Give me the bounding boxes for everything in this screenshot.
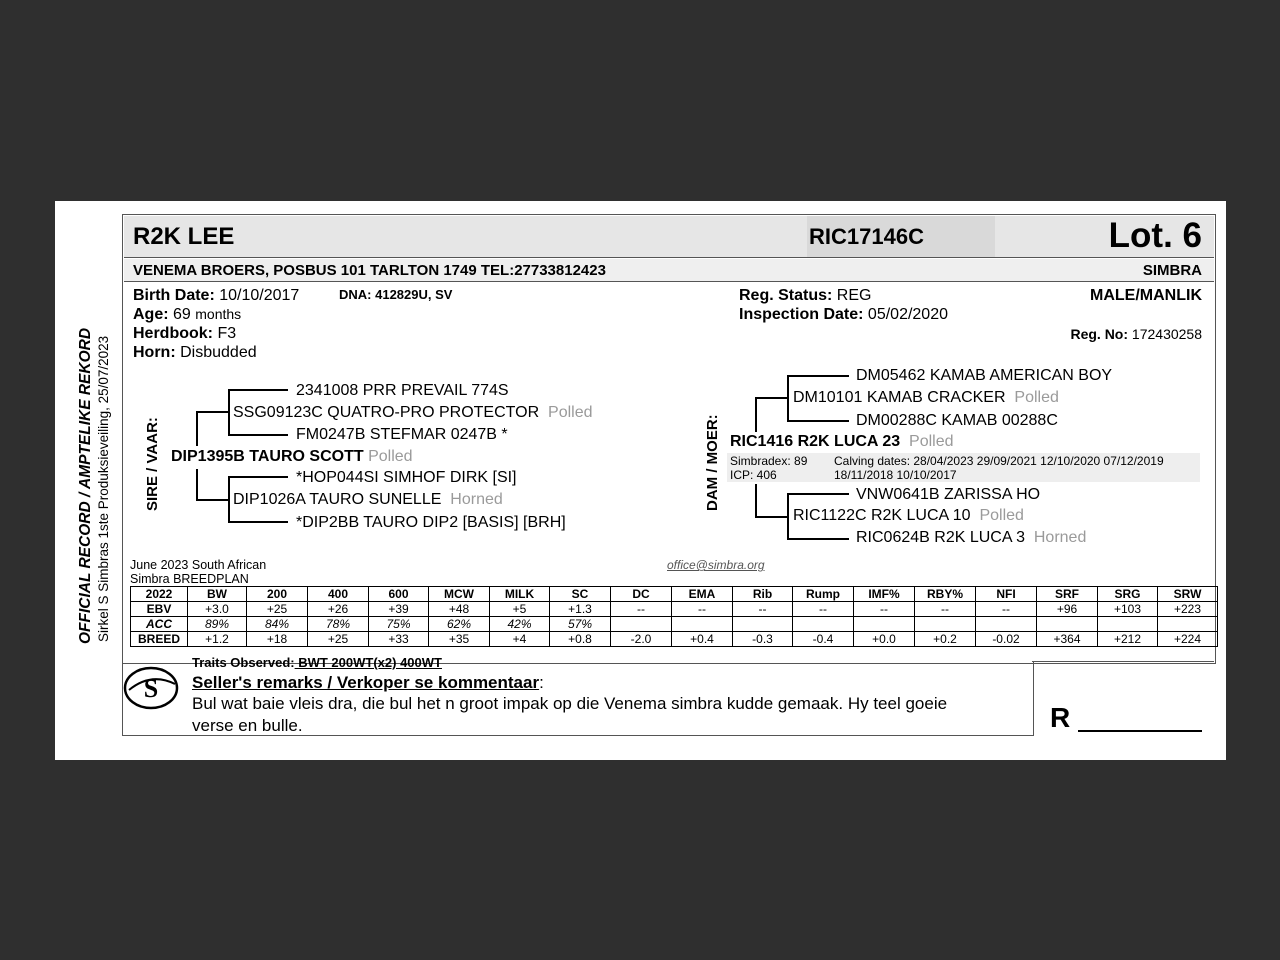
breed-cell: +212 xyxy=(1098,632,1158,647)
horn-label: Horn: xyxy=(133,344,176,361)
header-bar xyxy=(124,216,1214,258)
ped-line xyxy=(228,434,288,436)
ped-line xyxy=(196,499,228,501)
ped-line xyxy=(787,375,789,420)
animal-name: R2K LEE xyxy=(133,223,235,250)
acc-cell xyxy=(854,617,915,632)
acc-cell: 57% xyxy=(550,617,611,632)
ebv-column-header: Rump xyxy=(793,587,854,602)
dam-sire-sire: DM05462 KAMAB AMERICAN BOY xyxy=(856,367,1113,384)
breedplan-caption-2: Simbra BREEDPLAN xyxy=(130,572,249,586)
sire-dam-sire: *HOP044SI SIMHOF DIRK [SI] xyxy=(296,469,517,486)
breed-cell: +1.2 xyxy=(188,632,247,647)
ebv-year-header: 2022 xyxy=(131,587,188,602)
ped-line xyxy=(228,476,230,521)
dam-name xyxy=(730,433,954,451)
ebv-cell: +223 xyxy=(1158,602,1218,617)
calving-dates-cont: 18/11/2018 10/10/2017 xyxy=(834,468,957,482)
registration-code: RIC17146C xyxy=(809,224,924,249)
ped-line xyxy=(787,375,849,377)
breed-cell: +33 xyxy=(369,632,429,647)
acc-cell xyxy=(672,617,733,632)
sire-sire-name: SSG09123C QUATRO-PRO PROTECTOR xyxy=(233,404,540,421)
dam-dam-dam xyxy=(856,529,1086,547)
sire-sire-dam: FM0247B STEFMAR 0247B * xyxy=(296,426,508,443)
ebv-column-header: DC xyxy=(611,587,672,602)
ebv-cell: +1.3 xyxy=(550,602,611,617)
price-label: R xyxy=(1050,702,1071,733)
sire-name xyxy=(171,448,413,466)
ebv-cell: -- xyxy=(672,602,733,617)
dam-sire-horn: Polled xyxy=(1014,389,1059,406)
ebv-cell: +48 xyxy=(429,602,490,617)
ebv-column-header: SC xyxy=(550,587,611,602)
reg-no-label: Reg. No: xyxy=(1070,326,1129,342)
breed-cell: +0.2 xyxy=(915,632,976,647)
seller-remarks-title: Seller's remarks / Verkoper se kommentaar xyxy=(192,673,540,692)
ped-line xyxy=(228,389,288,391)
acc-cell: 84% xyxy=(247,617,308,632)
ped-line xyxy=(196,411,228,413)
traits-observed xyxy=(192,655,442,670)
ebv-column-header: SRG xyxy=(1098,587,1158,602)
inspection-value: 05/02/2020 xyxy=(867,306,948,323)
age-unit: months xyxy=(195,306,242,322)
auction-caption: Sirkel S Simbras 1ste Produksieveiling, 25/07/2023 xyxy=(96,335,111,642)
sire-horn: Polled xyxy=(368,448,413,465)
acc-cell xyxy=(1158,617,1218,632)
reg-status-label: Reg. Status: xyxy=(739,287,833,304)
ebv-label: EBV xyxy=(131,602,188,617)
birth-date xyxy=(133,287,299,305)
sire-label: SIRE / VAAR: xyxy=(144,417,161,511)
lot-number: Lot. 6 xyxy=(1108,216,1202,255)
ebv-cell: -- xyxy=(611,602,672,617)
sire-dam xyxy=(233,491,503,509)
ped-line xyxy=(755,397,757,432)
simbra-email-link[interactable]: office@simbra.org xyxy=(667,558,765,572)
sire-sire xyxy=(233,404,593,422)
ebv-cell: +39 xyxy=(369,602,429,617)
breed-cell: -0.3 xyxy=(733,632,793,647)
ebv-cell: +26 xyxy=(308,602,369,617)
dam-dam xyxy=(793,507,1024,525)
ped-line xyxy=(196,411,198,446)
age xyxy=(133,306,241,324)
breed-cell: +0.0 xyxy=(854,632,915,647)
ebv-column-header: MILK xyxy=(490,587,550,602)
ped-line xyxy=(755,516,787,518)
ped-line xyxy=(787,493,849,495)
reg-status-value: REG xyxy=(836,287,872,304)
sire-sire-horn: Polled xyxy=(548,404,593,421)
herdbook xyxy=(133,325,236,343)
acc-cell xyxy=(976,617,1037,632)
reg-no-value: 172430258 xyxy=(1131,326,1202,342)
ebv-column-header: SRF xyxy=(1037,587,1098,602)
acc-cell: 75% xyxy=(369,617,429,632)
breedplan-caption: June 2023 South African xyxy=(130,558,267,572)
price-input-line[interactable] xyxy=(1078,730,1202,732)
ped-line xyxy=(787,538,849,540)
reg-status xyxy=(739,287,871,305)
ped-line xyxy=(787,493,789,538)
breed-name: SIMBRA xyxy=(1142,262,1202,279)
ebv-header-row xyxy=(131,587,1218,602)
ebv-cell: +25 xyxy=(247,602,308,617)
acc-cell: 42% xyxy=(490,617,550,632)
ped-line xyxy=(196,469,198,499)
dam-name-text: RIC1416 R2K LUCA 23 xyxy=(730,433,901,450)
sire-name-text: DIP1395B TAURO SCOTT xyxy=(171,448,364,465)
acc-cell xyxy=(1098,617,1158,632)
ebv-column-header: BW xyxy=(188,587,247,602)
ebv-column-header: IMF% xyxy=(854,587,915,602)
dam-dam-sire: VNW0641B ZARISSA HO xyxy=(856,486,1041,503)
horn-value: Disbudded xyxy=(180,344,257,361)
ebv-cell: -- xyxy=(915,602,976,617)
herdbook-value: F3 xyxy=(217,325,237,342)
icp: ICP: 406 xyxy=(730,468,777,482)
age-value: 69 xyxy=(173,306,191,323)
birth-date-label: Birth Date: xyxy=(133,287,215,304)
ebv-column-header: 400 xyxy=(308,587,369,602)
dam-label: DAM / MOER: xyxy=(704,414,721,511)
seller-remarks-text: Bul wat baie vleis dra, die bul het n groot impak op die Venema simbra kudde gemaak. Hy teel goeie xyxy=(192,694,948,713)
dam-horn: Polled xyxy=(909,433,954,450)
sex: MALE/MANLIK xyxy=(1090,287,1202,304)
owner-address: VENEMA BROERS, POSBUS 101 TARLTON 1749 TEL:27733812423 xyxy=(133,262,606,279)
dam-dam-dam-horn: Horned xyxy=(1033,529,1087,546)
ebv-column-header: 600 xyxy=(369,587,429,602)
ped-line xyxy=(755,397,787,399)
traits-label: Traits Observed: xyxy=(192,655,295,670)
sire-sire-sire: 2341008 PRR PREVAIL 774S xyxy=(296,382,509,399)
acc-row xyxy=(131,617,1218,632)
calving-dates: Calving dates: 28/04/2023 29/09/2021 12/10/2020 07/12/2019 xyxy=(834,454,1164,468)
dam-dam-name: RIC1122C R2K LUCA 10 xyxy=(793,507,971,524)
ebv-column-header: Rib xyxy=(733,587,793,602)
seller-remarks-heading xyxy=(192,673,544,693)
acc-cell: 62% xyxy=(429,617,490,632)
seller-remarks-text-2: verse en bulle. xyxy=(192,716,303,735)
horn-status xyxy=(133,344,257,362)
svg-text:S: S xyxy=(143,674,159,703)
ebv-column-header: EMA xyxy=(672,587,733,602)
ebv-column-header: 200 xyxy=(247,587,308,602)
age-label: Age: xyxy=(133,306,169,323)
dam-sire-dam: DM00288C KAMAB 00288C xyxy=(856,412,1058,429)
simbradex: Simbradex: 89 xyxy=(730,454,808,468)
breed-cell: +364 xyxy=(1037,632,1098,647)
ebv-row xyxy=(131,602,1218,617)
inspection-date xyxy=(739,306,948,324)
ped-line xyxy=(228,389,230,434)
ebv-cell: +103 xyxy=(1098,602,1158,617)
ebv-column-header: RBY% xyxy=(915,587,976,602)
breed-cell: -0.02 xyxy=(976,632,1037,647)
ebv-cell: +96 xyxy=(1037,602,1098,617)
breed-cell: +25 xyxy=(308,632,369,647)
ebv-cell: -- xyxy=(854,602,915,617)
ped-line xyxy=(755,484,757,516)
acc-cell xyxy=(611,617,672,632)
dam-sire xyxy=(793,389,1059,407)
dam-sire-name: DM10101 KAMAB CRACKER xyxy=(793,389,1006,406)
acc-cell: 78% xyxy=(308,617,369,632)
breed-cell: -2.0 xyxy=(611,632,672,647)
breed-cell: +0.8 xyxy=(550,632,611,647)
ebv-cell: -- xyxy=(976,602,1037,617)
seller-remarks-colon: : xyxy=(539,673,544,692)
official-record-label: OFFICIAL RECORD / AMPTELIKE REKORD xyxy=(77,327,94,644)
sire-dam-horn: Horned xyxy=(450,491,503,508)
sire-dam-name: DIP1026A TAURO SUNELLE xyxy=(233,491,442,508)
breed-cell: +4 xyxy=(490,632,550,647)
breed-cell: +35 xyxy=(429,632,490,647)
dam-dam-horn: Polled xyxy=(979,507,1024,524)
sirkel-s-logo-icon xyxy=(123,666,179,710)
ebv-column-header: NFI xyxy=(976,587,1037,602)
herdbook-label: Herdbook: xyxy=(133,325,213,342)
breed-label: BREED xyxy=(131,632,188,647)
acc-cell xyxy=(733,617,793,632)
breed-cell: +224 xyxy=(1158,632,1218,647)
breed-row xyxy=(131,632,1218,647)
dna-info: DNA: 412829U, SV xyxy=(339,287,453,302)
ped-line xyxy=(787,420,849,422)
dam-dam-dam-name: RIC0624B R2K LUCA 3 xyxy=(856,529,1025,546)
acc-cell xyxy=(915,617,976,632)
breed-cell: -0.4 xyxy=(793,632,854,647)
ebv-cell: -- xyxy=(793,602,854,617)
reg-number xyxy=(1070,326,1202,342)
breed-cell: +18 xyxy=(247,632,308,647)
ebv-cell: +5 xyxy=(490,602,550,617)
birth-date-value: 10/10/2017 xyxy=(219,287,300,304)
breed-cell: +0.4 xyxy=(672,632,733,647)
ped-line xyxy=(228,521,288,523)
acc-cell xyxy=(793,617,854,632)
ebv-table xyxy=(130,586,1218,647)
catalogue-card xyxy=(55,201,1226,760)
acc-cell xyxy=(1037,617,1098,632)
acc-cell: 89% xyxy=(188,617,247,632)
ebv-cell: -- xyxy=(733,602,793,617)
ped-line xyxy=(228,476,288,478)
ebv-cell: +3.0 xyxy=(188,602,247,617)
acc-label: ACC xyxy=(131,617,188,632)
ebv-column-header: SRW xyxy=(1158,587,1218,602)
sire-dam-dam: *DIP2BB TAURO DIP2 [BASIS] [BRH] xyxy=(296,514,566,531)
inspection-label: Inspection Date: xyxy=(739,306,864,323)
ebv-column-header: MCW xyxy=(429,587,490,602)
traits-value: BWT 200WT(x2) 400WT xyxy=(294,655,442,670)
